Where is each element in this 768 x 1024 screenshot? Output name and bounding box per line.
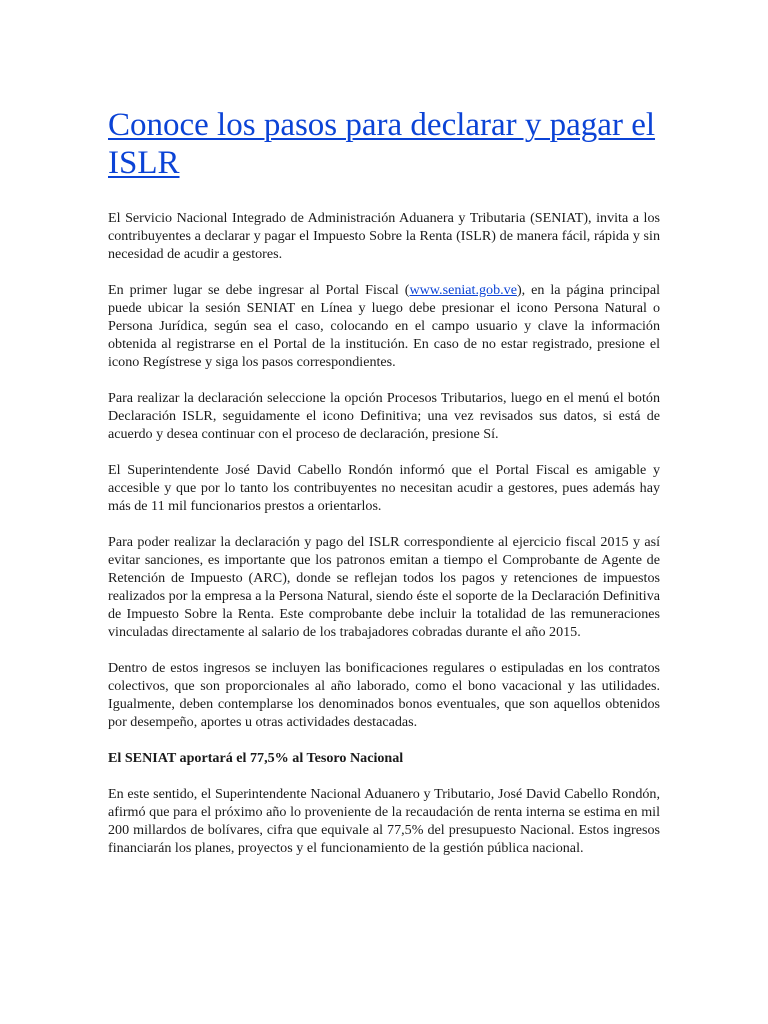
paragraph-portal-text-before: En primer lugar se debe ingresar al Portal Fiscal ( (108, 282, 410, 298)
article-title (108, 106, 660, 182)
paragraph-portal-text-after: ), en la página principal puede ubicar la sesión SENIAT en Línea y luego debe presionar el icono Persona Natural o Persona Jurídica, según sea el caso, colocando en el campo usuario y clave la información obtenida al registrarse en el Portal de la institución. En caso de no estar registrado, presione el icono Regístrese y siga los pasos correspondientes. (108, 282, 660, 370)
section-subheading: El SENIAT aportará el 77,5% al Tesoro Nacional (108, 750, 404, 766)
paragraph-declaration-steps: Para realizar la declaración seleccione la opción Procesos Tributarios, luego en el menú el botón Declaración ISLR, seguidamente el icono Definitiva; una vez revisados sus datos, si está de acuerdo y desea continuar con el proceso de declaración, presione Sí. (108, 390, 660, 442)
paragraph-arc: Para poder realizar la declaración y pago del ISLR correspondiente al ejercicio fiscal 2015 y así evitar sanciones, es importante que los patronos emitan a tiempo el Comprobante de Agente de Retención de Impuesto (ARC), donde se reflejan todos los pagos y retenciones de impuestos realizados por la empresa a la Persona Natural, siendo éste el soporte de la Declaración Definitiva de Impuesto Sobre la Renta. Este comprobante debe incluir la totalidad de las remuneraciones vinculadas directamente al salario de los trabajadores cobradas durante el año 2015. (108, 534, 660, 640)
article (108, 106, 660, 875)
paragraph-intro: El Servicio Nacional Integrado de Administración Aduanera y Tributaria (SENIAT), invita a los contribuyentes a declarar y pagar el Impuesto Sobre la Renta (ISLR) de manera fácil, rápida y sin necesidad de acudir a gestores. (108, 210, 660, 262)
article-title-link[interactable]: Conoce los pasos para declarar y pagar el ISLR (108, 107, 656, 181)
seniat-website-link[interactable]: www.seniat.gob.ve (409, 282, 517, 298)
paragraph-income: Dentro de estos ingresos se incluyen las bonificaciones regulares o estipuladas en los contratos colectivos, que son proporcionales al año laborado, como el bono vacacional y las utilidades. Igualmente, deben contemplarse los denominados bonos eventuales, que son aquellos obtenidos por desempeño, aportes u otras actividades destacadas. (108, 660, 660, 730)
paragraph-portal (108, 281, 660, 371)
paragraph-budget: En este sentido, el Superintendente Nacional Aduanero y Tributario, José David Cabello Rondón, afirmó que para el próximo año lo proveniente de la recaudación de renta interna se estima en mil 200 millardos de bolívares, cifra que equivale al 77,5% del presupuesto Nacional. Estos ingresos financiarán los planes, proyectos y el funcionamiento de la gestión pública nacional. (108, 786, 660, 856)
paragraph-superintendent: El Superintendente José David Cabello Rondón informó que el Portal Fiscal es amigable y accesible y que por lo tanto los contribuyentes no necesitan acudir a gestores, pues además hay más de 11 mil funcionarios prestos a orientarlos. (108, 462, 660, 514)
